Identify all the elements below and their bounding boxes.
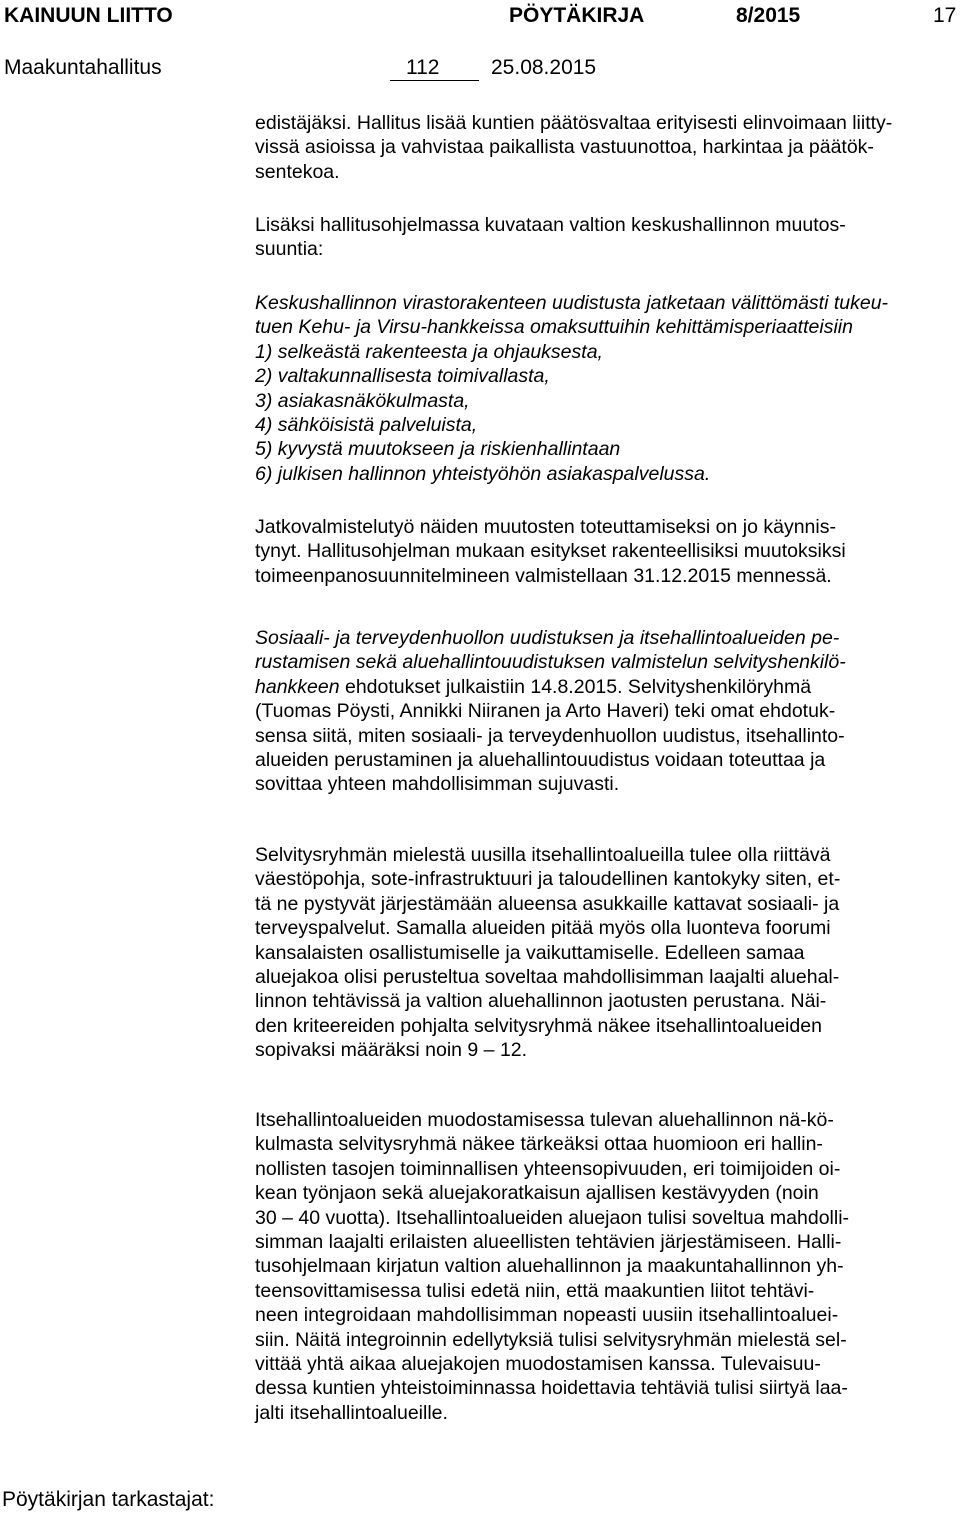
paragraph-4-text <box>255 626 960 797</box>
organization-name: KAINUUN LIITTO <box>4 4 173 27</box>
meeting-date: 25.08.2015 <box>491 56 597 79</box>
paragraph-6-text: Itsehallintoalueiden muodostamisessa tulevan aluehallinnon nä-kö- kulmasta selvitysryhmä näkee tärkeäksi ottaa huomioon eri hallin- nollisten tasojen toiminnallisen yhteensopivuuden, eri toimijoiden oi- kean työnjaon sekä aluejakoratkaisun ajallisen kestävyyden (noin 30 – 40 vuotta). Itsehallintoalueiden aluejaon tulisi soveltua mahdolli- simman laajalti erilaisten alueellisten tehtävien järjestämiseen. Halli- tusohjelmaan kirjatun valtion aluehallinnon ja maakuntahallinnon yh- teensovittamisessa tulisi edetä niin, että maakuntien liitot tehtävi- neen integroidaan mahdollisimman nopeasti uusiin itsehallintoaluei- siin. Näitä integroinnin edellytyksiä tulisi selvitysryhmän mielestä sel- vittää yhtä aikaa aluejakojen muodostamisen kanssa. Tulevaisuu- dessa kuntien yhteistoiminnassa hoidettavia tehtäviä tulisi siirtyä laa- jalti itsehallintoalueille. <box>255 1109 850 1424</box>
paragraph-5 <box>255 843 960 1063</box>
paragraph-1 <box>255 111 960 184</box>
paragraph-5-text: Selvitysryhmän mielestä uusilla itsehallintoalueilla tulee olla riittävä väestöpohja, sote-infrastruktuuri ja taloudellinen kantokyky siten, et- tä ne pystyvät järjestämään alueensa asukkaille kattavat sosiaali- ja terveyspalvelut. Samalla alueiden pitää myös olla luonteva foorumi kansalaisten osallistumiselle ja vaikuttamiselle. Edelleen samaa aluejakoa olisi perusteltua soveltaa mahdollisimman laajalti aluehal- linnon tehtävissä ja valtion aluehallinnon jaotusten perustana. Näi- den kriteereiden pohjalta selvitysryhmä näkee itsehallintoalueiden sopivaksi määräksi noin 9 – 12. <box>255 844 841 1062</box>
paragraph-4-body: ehdotukset julkaistiin 14.8.2015. Selvityshenkilöryhmä (Tuomas Pöysti, Annikki Niiranen ja Arto Haveri) teki omat ehdotuk- sensa siitä, miten sosiaali- ja terveydenhuollon uudistus, itsehallinto- alueiden perustaminen ja aluehallintouudistus voidaan toteuttaa ja sovittaa yhteen mahdollisimman sujuvasti. <box>255 675 845 796</box>
quoted-list <box>255 291 960 486</box>
section-number: 112 <box>406 56 440 79</box>
section-underline <box>390 80 479 81</box>
document-number: 8/2015 <box>736 4 801 27</box>
footer-label: Pöytäkirjan tarkastajat: <box>2 1488 215 1511</box>
quoted-list-text: Keskushallinnon virastorakenteen uudistusta jatketaan välittömästi tukeu- tuen Kehu- ja Virsu-hankkeissa omaksuttuihin kehittämisperiaatteisiin 1) selkeästä rakenteesta ja ohjauksesta, 2) valtakunnallisesta toimivallasta, 3) asiakasnäkökulmasta, 4) sähköisistä palveluista, 5) kyvystä muutokseen ja riskienhallintaan 6) julkisen hallinnon yhteistyöhön asiakaspalvelussa. <box>255 292 889 485</box>
paragraph-1-text: edistäjäksi. Hallitus lisää kuntien päätösvaltaa erityisesti elinvoimaan liitty- vissä asioissa ja vahvistaa paikallista vastuunottoa, harkintaa ja päätök- sentekoa. <box>255 112 893 183</box>
paragraph-2 <box>255 213 960 262</box>
paragraph-6 <box>255 1108 960 1425</box>
document-type: PÖYTÄKIRJA <box>509 4 645 27</box>
paragraph-3-text: Jatkovalmistelutyö näiden muutosten toteuttamiseksi on jo käynnis- tynyt. Hallitusohjelman mukaan esitykset rakenteellisiksi muutoksiksi toimeenpanosuunnitelmineen valmistellaan 31.12.2015 mennessä. <box>255 516 846 587</box>
paragraph-3 <box>255 515 960 588</box>
report-title: Sosiaali- ja terveydenhuollon uudistuksen ja itsehallintoalueiden pe- rustamisen sekä aluehallintouudistuksen valmistelun selvityshenkilö- hankkeen <box>255 627 846 698</box>
governing-body: Maakuntahallitus <box>4 56 162 79</box>
page-number: 17 <box>933 4 957 27</box>
paragraph-2-text: Lisäksi hallitusohjelmassa kuvataan valtion keskushallinnon muutos- suuntia: <box>255 214 846 261</box>
paragraph-4 <box>255 626 960 797</box>
